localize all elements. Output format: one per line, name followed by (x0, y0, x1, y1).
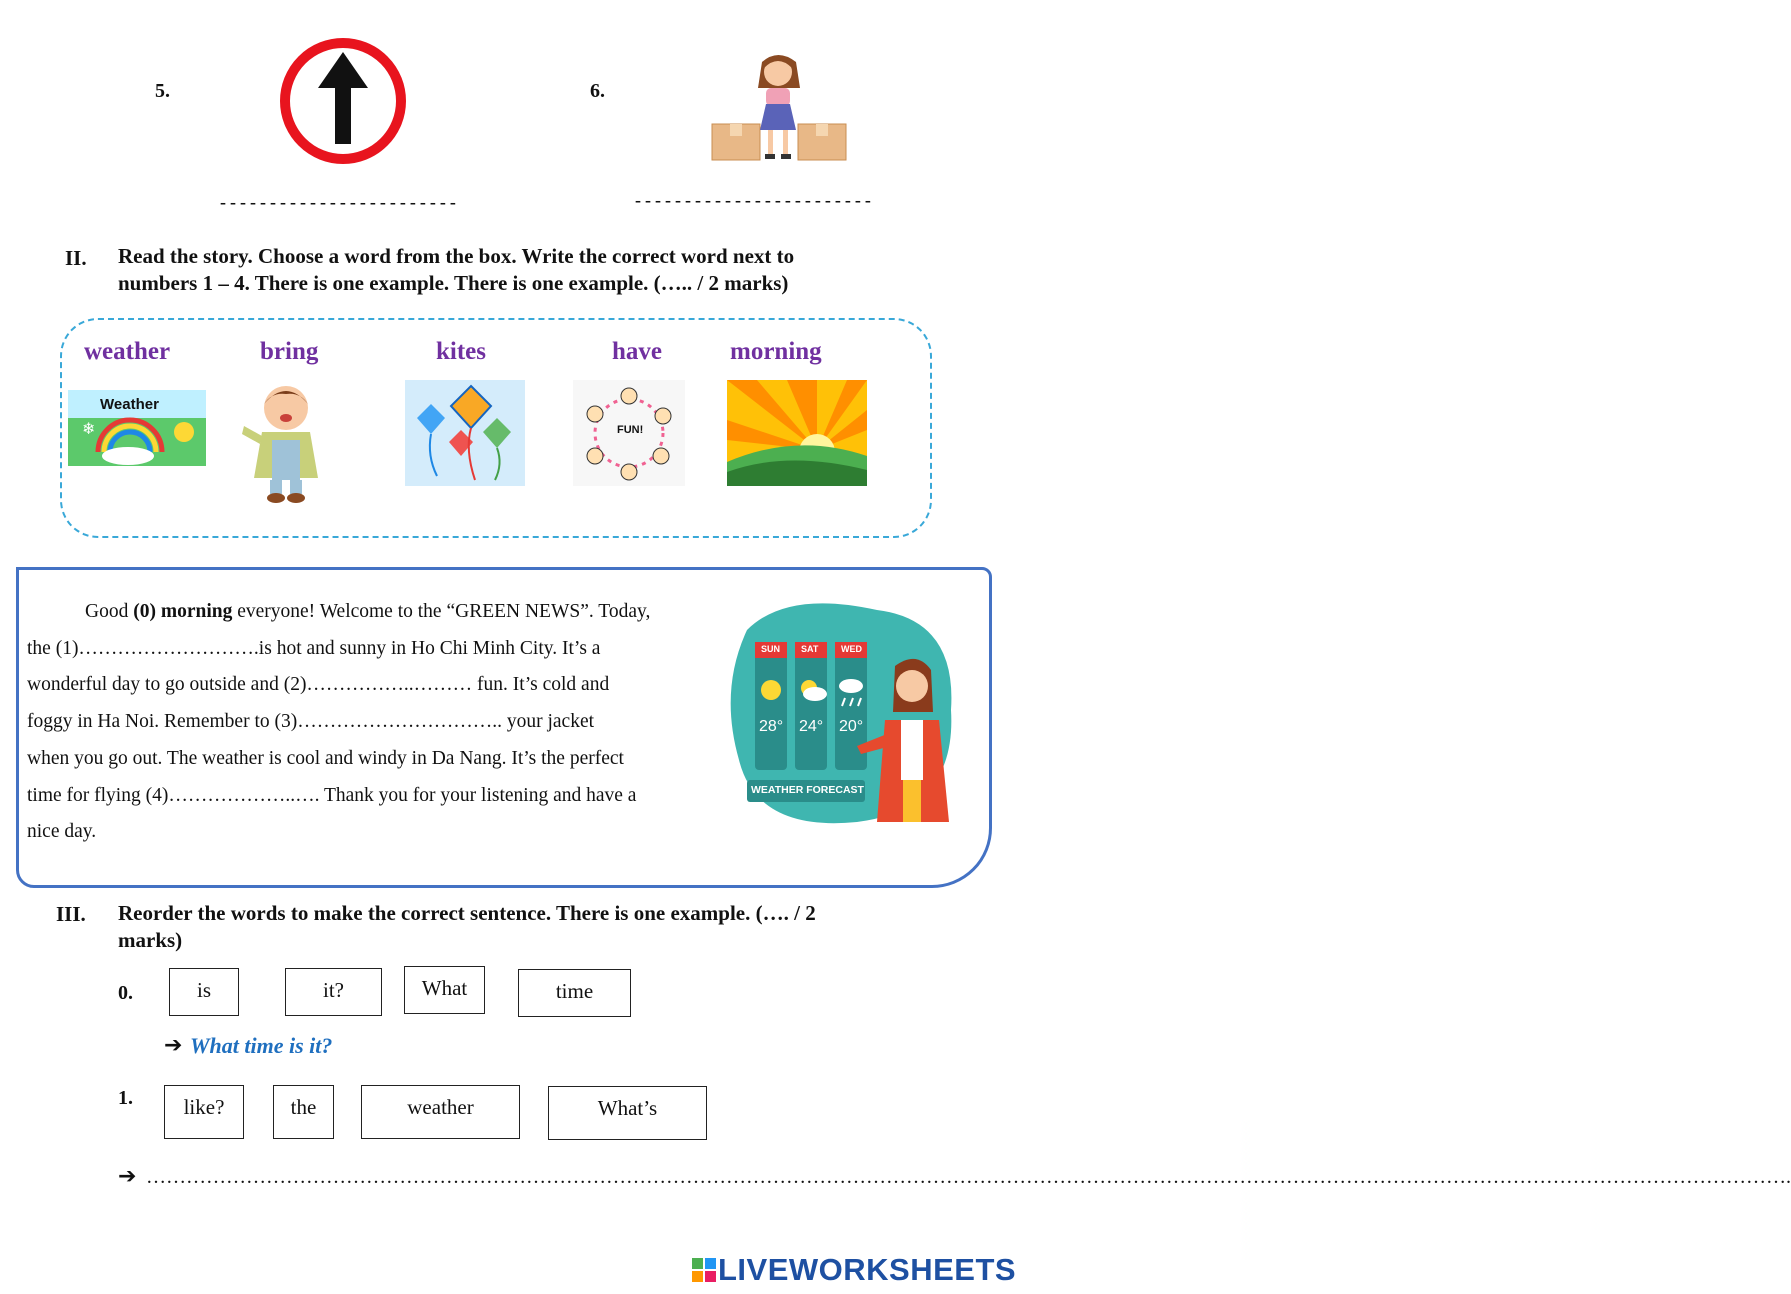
story-line-6[interactable]: time for flying (4)………………..…. Thank you for your listening and have a (27, 784, 637, 806)
weather-forecast-image (727, 600, 962, 828)
question-number-6: 6. (590, 80, 605, 102)
forecast-temp-3: 20° (839, 718, 864, 735)
forecast-banner: WEATHER FORECAST (751, 784, 864, 796)
have-fun-image (573, 380, 685, 486)
word-morning: morning (730, 338, 822, 365)
word-tile[interactable]: like? (164, 1085, 244, 1139)
word-tile: is (169, 968, 239, 1016)
story-line-4[interactable]: foggy in Ha Noi. Remember to (3)………………………….. your jacket (27, 711, 595, 733)
word-kites: kites (436, 338, 486, 365)
word-tile: it? (285, 968, 382, 1016)
answer-blank-5[interactable]: ------------------------ (220, 192, 460, 212)
story-line-5: when you go out. The weather is cool and windy in Da Nang. It’s the perfect (27, 747, 624, 769)
forecast-day-3: WED (841, 644, 862, 654)
word-tile: time (518, 969, 631, 1017)
section-3-instruction (118, 900, 938, 954)
section-3-instruction-line-1: Reorder the words to make the correct sentence. There is one example. (…. / 2 (118, 901, 816, 925)
arrow-icon: ➔ (118, 1164, 137, 1189)
word-tile: What (404, 966, 485, 1014)
ahead-only-sign-icon (278, 36, 408, 166)
story-example-answer: (0) morning (133, 601, 233, 622)
forecast-day-2: SAT (801, 644, 819, 654)
word-weather: weather (84, 338, 171, 365)
word-tile[interactable]: weather (361, 1085, 520, 1139)
reorder-number-0: 0. (118, 982, 133, 1004)
story-line-1 (27, 594, 695, 631)
girl-between-boxes-icon (708, 48, 850, 163)
section-3-numeral: III. (56, 902, 86, 926)
section-3-instruction-line-2: marks) (118, 928, 183, 952)
word-tile[interactable]: What’s (548, 1086, 707, 1140)
weather-card-label: Weather (100, 396, 159, 413)
story-line-1a: Good (85, 601, 134, 622)
word-have: have (612, 338, 662, 365)
liveworksheets-logo-icon (692, 1258, 716, 1282)
story-line-1c: everyone! Welcome to the “GREEN NEWS”. Today, (232, 601, 651, 622)
example-answer: What time is it? (190, 1033, 333, 1058)
forecast-temp-2: 24° (799, 718, 824, 735)
fun-label: FUN! (617, 424, 644, 436)
weather-card-image (68, 390, 206, 466)
section-2-instruction-line-1: Read the story. Choose a word from the box. Write the correct word next to (118, 244, 795, 268)
story-line-7: nice day. (27, 821, 97, 843)
answer-line-1[interactable]: …………………………………………………………………………………………………………………………………………………………………………………………………………………………. (146, 1166, 1791, 1188)
section-2-instruction-line-2: numbers 1 – 4. There is one example. There is one example. (….. / 2 marks) (118, 271, 789, 295)
word-bring: bring (260, 338, 319, 365)
sunrise-icon (727, 380, 867, 486)
forecast-day-1: SUN (761, 644, 781, 654)
answer-blank-6[interactable]: ------------------------ (635, 190, 875, 210)
section-2-numeral: II. (65, 246, 87, 270)
story-line-3[interactable]: wonderful day to go outside and (2)……………..……… fun. It’s cold and (27, 674, 610, 696)
liveworksheets-logo[interactable]: LIVEWORKSHEETS (718, 1252, 1017, 1287)
question-number-5: 5. (155, 80, 170, 102)
word-tile[interactable]: the (273, 1085, 334, 1139)
section-2-instruction (118, 243, 938, 297)
boy-waving-icon (240, 382, 332, 504)
story-line-2[interactable]: the (1)……………………….is hot and sunny in Ho Chi Minh City. It’s a (27, 637, 601, 659)
svg-text:❄: ❄ (82, 419, 96, 438)
story-text (27, 594, 695, 851)
forecast-temp-1: 28° (759, 718, 784, 735)
reorder-number-1: 1. (118, 1087, 133, 1109)
arrow-icon: ➔ (164, 1033, 183, 1058)
kites-icon (405, 380, 525, 486)
